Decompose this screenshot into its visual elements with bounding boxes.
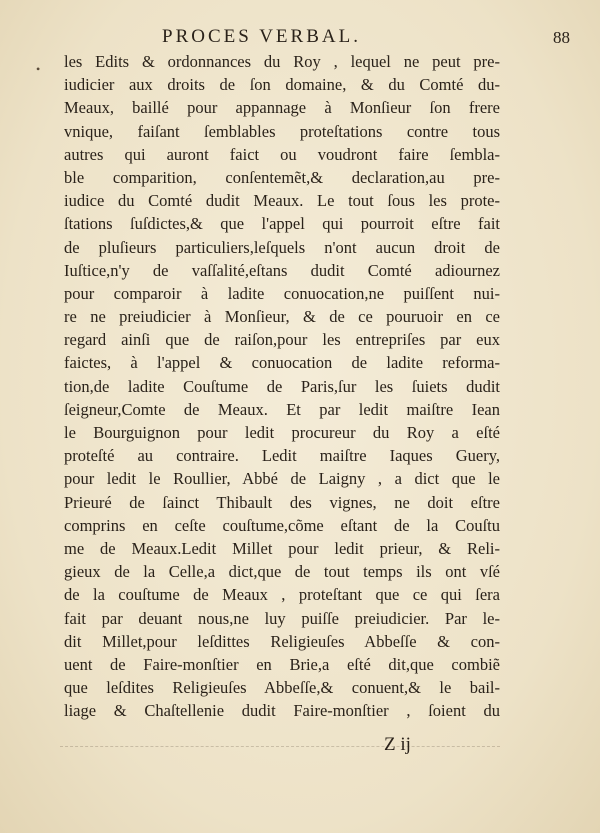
text-line: gieux de la Celle,a dict,que de tout temps ils ont vſé bbox=[64, 562, 500, 582]
text-line: de la couſtume de Meaux , proteſtant que ce qui ſera bbox=[64, 585, 500, 605]
text-line: pour ledit le Roullier, Abbé de Laigny , a dict que le bbox=[64, 469, 500, 489]
text-line: les Edits & ordonnances du Roy , lequel ne peut pre- bbox=[64, 52, 500, 71]
bottom-rule bbox=[60, 746, 500, 747]
margin-mark: • bbox=[36, 62, 41, 76]
text-line: ſtations ſuſdictes,& que l'appel qui pourroit eſtre fait bbox=[64, 214, 500, 234]
text-line: ble comparition, conſentemẽt,& declaration,au pre- bbox=[64, 167, 500, 187]
text-line: fait par deuant nous,ne luy puiſſe preiudicier. Par le- bbox=[64, 608, 500, 628]
text-line: re ne preiudicier à Monſieur, & de ce pouruoir en ce bbox=[64, 307, 500, 327]
text-line: vnique, faiſant ſemblables proteſtations contre tous bbox=[64, 121, 500, 141]
body-text bbox=[64, 50, 500, 722]
page-number: 88 bbox=[553, 28, 570, 47]
text-line: proteſté au contraire. Ledit maiſtre Iaques Guery, bbox=[64, 446, 500, 466]
text-line: que leſdites Religieuſes Abbeſſe,& conuent,& le bail- bbox=[64, 678, 500, 698]
text-line: de pluſieurs particuliers,leſquels n'ont aucun droit de bbox=[64, 237, 500, 257]
text-line: Iuſtice,n'y de vaſſalité,eſtans dudit Comté adiournez bbox=[64, 260, 500, 280]
text-line: me de Meaux.Ledit Millet pour ledit prieur, & Reli- bbox=[64, 538, 500, 558]
running-title: PROCES VERBAL. bbox=[162, 26, 361, 47]
signature-mark: Z ij bbox=[384, 734, 411, 755]
text-line: pour comparoir à ladite conuocation,ne puiſſent nui- bbox=[64, 283, 500, 303]
text-line: faictes, à l'appel & conuocation de ladite reforma- bbox=[64, 353, 500, 373]
text-line: uent de Faire-monſtier en Brie,a eſté dit,que combiẽ bbox=[64, 654, 500, 674]
text-line: ſeigneur,Comte de Meaux. Et par ledit maiſtre Iean bbox=[64, 399, 500, 419]
text-line: tion,de ladite Couſtume de Paris,ſur les ſuiets dudit bbox=[64, 376, 500, 396]
text-line: autres qui auront faict ou voudront faire ſembla- bbox=[64, 144, 500, 164]
text-line: dit Millet,pour leſdittes Religieuſes Abbeſſe & con- bbox=[64, 631, 500, 651]
text-line: iudice du Comté dudit Meaux. Le tout ſous les prote- bbox=[64, 191, 500, 211]
text-line: comprins en ceſte couſtume,cõme eſtant de la Couſtu bbox=[64, 515, 500, 535]
page-header bbox=[0, 26, 600, 52]
text-line: le Bourguignon pour ledit procureur du Roy a eſté bbox=[64, 423, 500, 442]
text-line: iudicier aux droits de ſon domaine, & du Comté du- bbox=[64, 75, 500, 95]
text-line: Prieuré de ſainct Thibault des vignes, ne doit eſtre bbox=[64, 492, 500, 512]
text-line: Meaux, baillé pour appannage à Monſieur ſon frere bbox=[64, 98, 500, 118]
text-line: regard ainſi que de raiſon,pour les entrepriſes par eux bbox=[64, 330, 500, 350]
text-line: liage & Chaſtellenie dudit Faire-monſtier , ſoient du bbox=[64, 701, 500, 721]
